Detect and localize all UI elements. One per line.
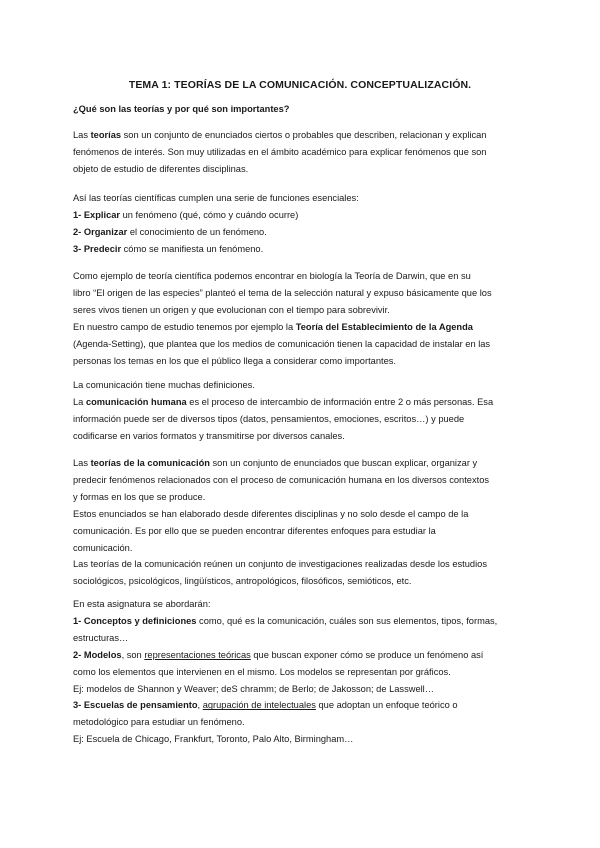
text-line: Las teorías de la comunicación son un conjunto de enunciados que buscan explicar, organizar y bbox=[73, 458, 478, 468]
paragraph-darwin bbox=[73, 268, 533, 369]
text-line: codificarse en varios formatos y transmitirse por diversos canales. bbox=[73, 430, 345, 441]
text-line: fenómenos de interés. Son muy utilizadas en el ámbito académico para explicar fenómenos que son bbox=[73, 146, 487, 157]
text-line: metodológico para estudiar un fenómeno. bbox=[73, 717, 245, 728]
text-line: Ej: Escuela de Chicago, Frankfurt, Toronto, Palo Alto, Birmingham… bbox=[73, 734, 354, 745]
list-item: 2- Organizar el conocimiento de un fenómeno. bbox=[73, 226, 267, 237]
text-line: predecir fenómenos relacionados con el proceso de comunicación humana en los diversos contextos bbox=[73, 474, 490, 485]
functions-list bbox=[73, 190, 533, 258]
text-line: comunicación. bbox=[73, 542, 133, 553]
text-line: Las teorías son un conjunto de enunciados ciertos o probables que describen, relacionan y explican bbox=[73, 130, 487, 140]
question-heading: ¿Qué son las teorías y por qué son importantes? bbox=[73, 104, 290, 114]
paragraph-communication bbox=[73, 377, 533, 445]
list-item: 2- Modelos, son representaciones teóricas que buscan exponer cómo se produce un fenómeno así bbox=[73, 649, 484, 660]
text-line: como los elementos que intervienen en el mismo. Los modelos se representan por gráficos. bbox=[73, 666, 451, 677]
text-line: (Agenda-Setting), que plantea que los medios de comunicación tienen la capacidad de instalar en las bbox=[73, 338, 491, 349]
text-line: objeto de estudio de diferentes disciplinas. bbox=[73, 163, 249, 174]
text-line: La comunicación humana es el proceso de intercambio de información entre 2 o más personas. Esa bbox=[73, 396, 494, 407]
text-line: libro “El origen de las especies” planteó el tema de la selección natural y expuso básicamente que los bbox=[73, 287, 492, 298]
functions-intro: Así las teorías científicas cumplen una serie de funciones esenciales: bbox=[73, 193, 359, 203]
text-line: En nuestro campo de estudio tenemos por ejemplo la Teoría del Establecimiento de la Agenda bbox=[73, 321, 473, 332]
section-question bbox=[73, 101, 533, 118]
list-item: 1- Explicar un fenómeno (qué, cómo y cuándo ocurre) bbox=[73, 209, 299, 220]
list-item: 1- Conceptos y definiciones como, qué es la comunicación, cuáles son sus elementos, tipos, formas, bbox=[73, 615, 498, 626]
text-line: Ej: modelos de Shannon y Weaver; deS chramm; de Berlo; de Jakosson; de Lasswell… bbox=[73, 683, 435, 694]
text-line: estructuras… bbox=[73, 632, 129, 643]
text-line: Las teorías de la comunicación reúnen un conjunto de investigaciones realizadas desde los estudios bbox=[73, 559, 487, 570]
paragraph-theories bbox=[73, 127, 533, 178]
paragraph-communication-theories bbox=[73, 455, 533, 590]
list-item: 3- Escuelas de pensamiento, agrupación de intelectuales que adoptan un enfoque teórico o bbox=[73, 700, 458, 711]
text-line: y formas en los que se produce. bbox=[73, 491, 206, 502]
text-line: personas los temas en los que el público llega a considerar como importantes. bbox=[73, 355, 396, 366]
page-title: TEMA 1: TEORÍAS DE LA COMUNICACIÓN. CONCEPTUALIZACIÓN. bbox=[128, 79, 472, 91]
text-line: información puede ser de diversos tipos (datos, pensamientos, emociones, escritos…) y puede bbox=[73, 413, 465, 424]
text-line: En esta asignatura se abordarán: bbox=[73, 599, 211, 609]
text-line: sociológicos, psicológicos, lingüísticos, antropológicos, filosóficos, semióticos, etc. bbox=[73, 576, 412, 587]
text-line: Estos enunciados se han elaborado desde diferentes disciplinas y no solo desde el campo de la bbox=[73, 508, 469, 519]
text-line: comunicación. Es por ello que se pueden encontrar diferentes enfoques para estudiar la bbox=[73, 525, 436, 536]
paragraph-course-topics bbox=[73, 596, 533, 748]
text-line: Como ejemplo de teoría científica podemos encontrar en biología la Teoría de Darwin, que en su bbox=[73, 271, 471, 281]
text-line: seres vivos tienen un origen y que evolucionan con el tiempo para sobrevivir. bbox=[73, 304, 390, 315]
text-line: La comunicación tiene muchas definiciones. bbox=[73, 380, 255, 390]
list-item: 3- Predecir cómo se manifiesta un fenómeno. bbox=[73, 243, 264, 254]
